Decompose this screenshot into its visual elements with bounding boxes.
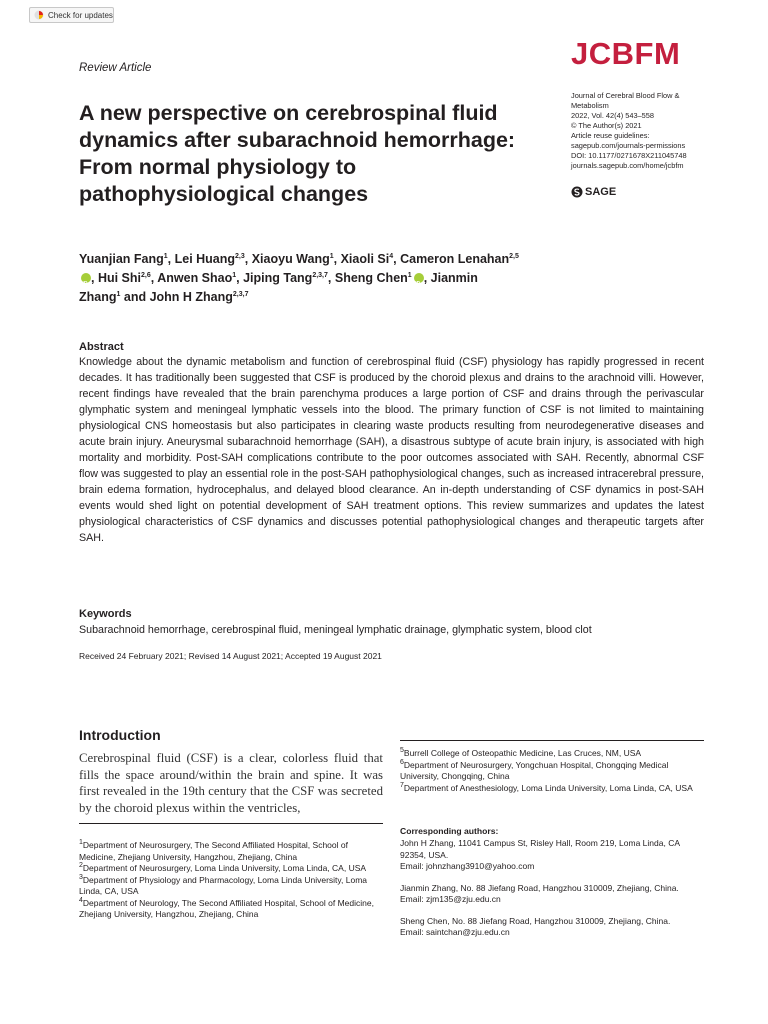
affiliations-right	[400, 748, 706, 794]
affiliation-number: 3	[79, 873, 83, 881]
author-affiliation-number: 2,3,7	[312, 271, 328, 279]
author-affiliation-number: 1	[232, 271, 237, 279]
corresponding-author-block	[400, 883, 706, 906]
journal-logo: JCBFM	[571, 36, 681, 71]
author-entry	[341, 252, 401, 266]
author-entry	[335, 271, 431, 285]
author-name: Jianmin Zhang	[79, 271, 478, 304]
author-affiliation-number: 1	[116, 290, 121, 298]
author-affiliation-number: 2,6	[141, 271, 151, 279]
affiliation-number: 5	[400, 747, 404, 755]
check-for-updates-button[interactable]	[29, 7, 114, 23]
author-separator: ,	[91, 271, 98, 285]
author-separator: ,	[423, 271, 431, 285]
footnote-divider	[400, 740, 704, 741]
author-separator: ,	[393, 252, 401, 266]
affiliation-text: Department of Neurosurgery, Loma Linda University, Loma Linda, CA, USA	[82, 863, 367, 873]
corresponding-email-link[interactable]: Email: saintchan@zju.edu.cn	[400, 927, 510, 937]
author-affiliation-number: 1	[163, 252, 168, 260]
affiliation-item	[400, 783, 706, 795]
author-separator: ,	[244, 252, 252, 266]
journal-meta-line: © The Author(s) 2021	[571, 121, 642, 130]
affiliations-left	[79, 840, 379, 921]
affiliation-item	[79, 840, 379, 863]
affiliation-number: 1	[79, 839, 83, 847]
sage-logo-icon	[571, 186, 583, 198]
author-name: Yuanjian Fang	[79, 252, 164, 266]
corresponding-authors	[400, 838, 706, 949]
affiliation-number: 2	[79, 862, 83, 870]
affiliation-text: Department of Neurosurgery, Yongchuan Hospital, Chongqing Medical University, Chongqing, China	[400, 759, 669, 781]
author-separator: ,	[150, 271, 158, 285]
affiliation-item	[79, 875, 379, 898]
author-name: Cameron Lenahan	[400, 252, 510, 266]
affiliation-text: Department of Anesthesiology, Loma Linda University, Loma Linda, CA, USA	[403, 782, 693, 793]
doi-link[interactable]: DOI: 10.1177/0271678X211045748	[571, 151, 687, 160]
author-list	[79, 250, 519, 307]
author-affiliation-number: 2,3	[235, 252, 245, 260]
author-separator: ,	[327, 271, 335, 285]
author-name: Xiaoyu Wang	[251, 252, 330, 266]
author-affiliation-number: 4	[389, 252, 394, 260]
introduction-heading: Introduction	[79, 727, 161, 743]
author-affiliation-number: 2,5	[509, 252, 519, 260]
author-separator: and	[120, 290, 150, 304]
abstract-heading: Abstract	[79, 341, 124, 353]
author-entry	[98, 271, 157, 285]
author-name: Anwen Shao	[157, 271, 233, 285]
affiliation-item	[79, 863, 379, 875]
journal-meta	[571, 91, 721, 171]
affiliation-number: 7	[400, 781, 404, 789]
author-entry	[175, 252, 252, 266]
journal-meta-line: Journal of Cerebral Blood Flow &	[571, 91, 680, 100]
affiliation-item	[400, 748, 706, 760]
orcid-icon[interactable]	[414, 273, 424, 283]
abstract-text: Knowledge about the dynamic metabolism and function of cerebrospinal fluid (CSF) physiology has rapidly progressed in recent decades. It has traditionally been suggested that CSF is produced by the choroid plexus and drains to the arachnoid villi. However, recent findings have revealed that the brain parenchyma produces a large portion of CSF and drains through the perivascular glymphatic system and meningeal lymphatic vessels into the blood. The primary function of CSF is not limited to maintaining physiological CNS homeostasis but also participates in clearing waste products resulting from neurodegenerative diseases and acute brain injury. Aneurysmal subarachnoid hemorrhage (SAH), a disastrous subtype of acute brain injury, is associated with high mortality and morbidity. Post-SAH complications contribute to the poor outcomes associated with SAH. Recently, abnormal CSF flow was suggested to play an essential role in the post-SAH pathophysiological changes, such as increased intracerebral pressure, brain edema formation, hydrocephalus, and delayed blood clearance. An in-depth understanding of CSF dynamics in post-SAH events would shed light on potential development of SAH treatment options. This review summarizes and updates the latest physiological characteristics of CSF dynamics and discusses potential pathophysiological changes and therapeutic targets after SAH.	[79, 356, 704, 544]
journal-meta-line: Article reuse guidelines:	[571, 131, 650, 140]
author-name: Xiaoli Si	[340, 252, 390, 266]
affiliation-text: Department of Physiology and Pharmacology, Loma Linda University, Loma Linda, CA, USA	[79, 874, 368, 896]
article-title: A new perspective on cerebrospinal fluid dynamics after subarachnoid hemorrhage: From normal physiology to pathophysiological changes	[79, 101, 516, 206]
corresponding-email-link[interactable]: Email: johnzhang3910@yahoo.com	[400, 861, 535, 871]
journal-meta-line: 2022, Vol. 42(4) 543–558	[571, 111, 655, 120]
author-separator: ,	[333, 252, 341, 266]
author-entry	[243, 271, 335, 285]
author-separator: ,	[236, 271, 244, 285]
affiliation-text: Department of Neurology, The Second Affiliated Hospital, School of Medicine, Zhejiang University, Hangzhou, Zhejiang, China	[79, 897, 374, 919]
publisher-logo	[571, 186, 616, 198]
author-name: Sheng Chen	[334, 271, 408, 285]
affiliation-text: Burrell College of Osteopathic Medicine, Las Cruces, NM, USA	[403, 748, 642, 758]
author-name: Hui Shi	[97, 271, 142, 285]
author-entry	[79, 252, 175, 266]
author-affiliation-number: 1	[407, 271, 412, 279]
author-affiliation-number: 1	[329, 252, 334, 260]
reuse-guidelines-link[interactable]: sagepub.com/journals-permissions	[571, 141, 686, 150]
affiliation-text: Department of Neurosurgery, The Second Affiliated Hospital, School of Medicine, Zhejiang University, Hangzhou, Zhejiang, China	[79, 840, 348, 862]
corresponding-heading: Corresponding authors:	[400, 826, 499, 836]
corresponding-email-link[interactable]: Email: zjm135@zju.edu.cn	[400, 894, 501, 904]
corresponding-address: Sheng Chen, No. 88 Jiefang Road, Hangzhou 310009, Zhejiang, China.	[400, 915, 671, 926]
author-name: Jiping Tang	[243, 271, 313, 285]
corresponding-author-block	[400, 916, 706, 939]
keywords-heading: Keywords	[79, 608, 132, 620]
affiliation-item	[400, 760, 706, 783]
footnote-divider	[79, 823, 383, 824]
author-name: John H Zhang	[149, 290, 233, 304]
affiliation-item	[79, 898, 379, 921]
publication-dates: Received 24 February 2021; Revised 14 August 2021; Accepted 19 August 2021	[79, 651, 382, 661]
corresponding-address: Jianmin Zhang, No. 88 Jiefang Road, Hangzhou 310009, Zhejiang, China.	[400, 882, 679, 893]
publisher-name: SAGE	[585, 186, 617, 198]
corresponding-author-block	[400, 838, 706, 873]
affiliation-number: 4	[79, 896, 83, 904]
author-separator: ,	[167, 252, 175, 266]
author-entry	[150, 290, 249, 304]
corresponding-address: John H Zhang, 11041 Campus St, Risley Hall, Room 219, Loma Linda, CA 92354, USA.	[400, 838, 680, 860]
article-type: Review Article	[79, 62, 152, 74]
check-for-updates-icon	[34, 10, 44, 20]
journal-home-link[interactable]: journals.sagepub.com/home/jcbfm	[571, 161, 684, 170]
author-name: Lei Huang	[174, 252, 236, 266]
author-entry	[157, 271, 243, 285]
keywords-text: Subarachnoid hemorrhage, cerebrospinal fluid, meningeal lymphatic drainage, glymphatic system, blood clot	[79, 624, 592, 636]
affiliation-number: 6	[400, 758, 404, 766]
orcid-icon[interactable]	[81, 273, 91, 283]
journal-meta-line: Metabolism	[571, 101, 609, 110]
check-for-updates-label: Check for updates	[48, 10, 113, 20]
author-entry	[252, 252, 341, 266]
introduction-text: Cerebrospinal fluid (CSF) is a clear, colorless fluid that fills the space around/within the brain and spine. It was first revealed in the 19th century that the CSF was secreted by the choroid plexus within the ventricles,	[79, 751, 383, 815]
author-affiliation-number: 2,3,7	[232, 290, 249, 298]
